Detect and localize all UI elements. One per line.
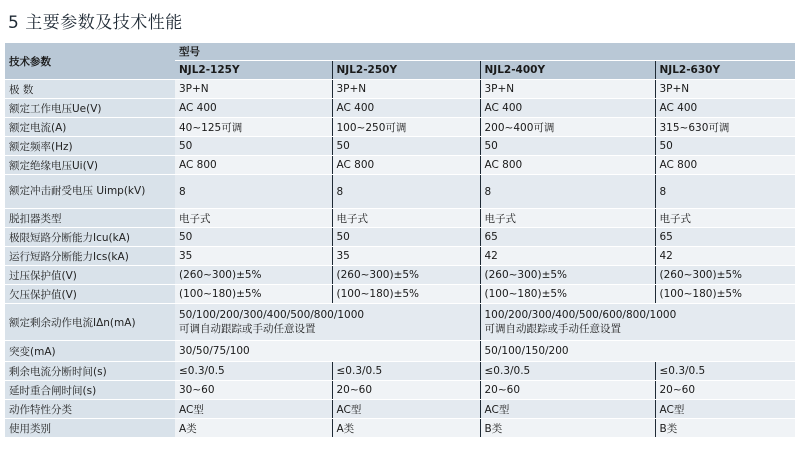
table-cell: 40~125可调 [175, 118, 332, 137]
table-cell: AC 800 [480, 156, 655, 175]
model-name: NJL2-250Y [332, 61, 480, 80]
table-cell: 35 [332, 247, 480, 266]
table-cell: (260~300)±5% [332, 266, 480, 285]
param-label: 额定绝缘电压Ui(V) [5, 156, 175, 175]
table-cell: AC 800 [175, 156, 332, 175]
table-cell: 50/100/150/200 [480, 341, 795, 362]
model-name: NJL2-125Y [175, 61, 332, 80]
table-cell: 3P+N [332, 80, 480, 99]
param-label: 极 数 [5, 80, 175, 99]
table-cell: A类 [175, 419, 332, 438]
table-cell: AC 800 [332, 156, 480, 175]
table-cell: ≤0.3/0.5 [175, 362, 332, 381]
table-cell: 100~250可调 [332, 118, 480, 137]
table-row [5, 285, 795, 304]
table-cell: 35 [175, 247, 332, 266]
page-title: 5 主要参数及技术性能 [8, 13, 183, 33]
table-cell: AC型 [175, 400, 332, 419]
table-cell: AC 400 [480, 99, 655, 118]
spec-table [5, 43, 795, 438]
table-cell: 8 [655, 175, 795, 209]
table-cell: 8 [332, 175, 480, 209]
spec-table-container [5, 43, 795, 438]
table-cell [175, 304, 480, 341]
param-label: 动作特性分类 [5, 400, 175, 419]
table-row [5, 381, 795, 400]
table-row [5, 99, 795, 118]
table-cell: 电子式 [332, 209, 480, 228]
table-cell [480, 304, 795, 341]
param-label: 额定冲击耐受电压 Uimp(kV) [5, 175, 175, 209]
table-cell: ≤0.3/0.5 [655, 362, 795, 381]
table-cell: 20~60 [332, 381, 480, 400]
table-cell: AC 400 [655, 99, 795, 118]
table-cell: 电子式 [175, 209, 332, 228]
table-cell: 电子式 [480, 209, 655, 228]
param-label: 额定剩余动作电流IΔn(mA) [5, 304, 175, 341]
table-cell: 30/50/75/100 [175, 341, 480, 362]
table-cell: 3P+N [175, 80, 332, 99]
table-cell: ≤0.3/0.5 [480, 362, 655, 381]
param-label: 额定频率(Hz) [5, 137, 175, 156]
table-row [5, 400, 795, 419]
table-cell: (100~180)±5% [480, 285, 655, 304]
spec-rows-2 [5, 362, 795, 438]
param-label: 极限短路分断能力Icu(kA) [5, 228, 175, 247]
table-cell: 30~60 [175, 381, 332, 400]
table-cell: B类 [655, 419, 795, 438]
table-row [5, 80, 795, 99]
param-label: 运行短路分断能力Ics(kA) [5, 247, 175, 266]
table-row [5, 304, 795, 341]
table-row [5, 228, 795, 247]
table-row [5, 209, 795, 228]
table-cell: 50 [332, 137, 480, 156]
model-name: NJL2-630Y [655, 61, 795, 80]
param-label: 额定电流(A) [5, 118, 175, 137]
table-row [5, 341, 795, 362]
table-cell: 315~630可调 [655, 118, 795, 137]
table-cell: 200~400可调 [480, 118, 655, 137]
table-cell: 20~60 [655, 381, 795, 400]
table-cell: 42 [655, 247, 795, 266]
table-cell: 3P+N [655, 80, 795, 99]
param-label: 欠压保护值(V) [5, 285, 175, 304]
table-cell: 8 [480, 175, 655, 209]
table-cell: 50 [655, 137, 795, 156]
table-cell: 65 [480, 228, 655, 247]
table-cell: AC 400 [332, 99, 480, 118]
table-cell: (100~180)±5% [175, 285, 332, 304]
table-row [5, 156, 795, 175]
residual-right-line1: 100/200/300/400/500/600/800/1000 [484, 308, 677, 321]
residual-right-line2: 可调自动跟踪或手动任意设置 [484, 322, 621, 335]
table-cell: 8 [175, 175, 332, 209]
param-label: 脱扣器类型 [5, 209, 175, 228]
param-label: 延时重合闸时间(s) [5, 381, 175, 400]
table-cell: AC型 [655, 400, 795, 419]
residual-left-line2: 可调自动跟踪或手动任意设置 [179, 322, 316, 335]
table-cell: AC 400 [175, 99, 332, 118]
table-cell: (100~180)±5% [655, 285, 795, 304]
table-cell: 42 [480, 247, 655, 266]
table-cell: 3P+N [480, 80, 655, 99]
table-cell: 50 [332, 228, 480, 247]
table-cell: 50 [480, 137, 655, 156]
table-cell: AC 800 [655, 156, 795, 175]
table-cell: AC型 [480, 400, 655, 419]
param-header: 技术参数 [5, 43, 175, 80]
table-row [5, 419, 795, 438]
param-label: 额定工作电压Ue(V) [5, 99, 175, 118]
table-cell: (260~300)±5% [480, 266, 655, 285]
table-row [5, 137, 795, 156]
table-row [5, 175, 795, 209]
table-cell: B类 [480, 419, 655, 438]
table-cell: 65 [655, 228, 795, 247]
spec-rows [5, 80, 795, 304]
table-cell: (260~300)±5% [655, 266, 795, 285]
model-name: NJL2-400Y [480, 61, 655, 80]
table-cell: 20~60 [480, 381, 655, 400]
param-label: 突变(mA) [5, 341, 175, 362]
header-row-model [5, 43, 795, 61]
table-cell: 50 [175, 228, 332, 247]
table-row [5, 118, 795, 137]
table-cell: 50 [175, 137, 332, 156]
table-cell: (260~300)±5% [175, 266, 332, 285]
residual-left-line1: 50/100/200/300/400/500/800/1000 [179, 308, 365, 321]
model-header: 型号 [175, 43, 795, 61]
param-label: 使用类别 [5, 419, 175, 438]
table-cell: A类 [332, 419, 480, 438]
table-row [5, 362, 795, 381]
table-cell: ≤0.3/0.5 [332, 362, 480, 381]
table-cell: 电子式 [655, 209, 795, 228]
table-cell: AC型 [332, 400, 480, 419]
table-row [5, 247, 795, 266]
param-label: 过压保护值(V) [5, 266, 175, 285]
table-cell: (100~180)±5% [332, 285, 480, 304]
table-row [5, 266, 795, 285]
param-label: 剩余电流分断时间(s) [5, 362, 175, 381]
